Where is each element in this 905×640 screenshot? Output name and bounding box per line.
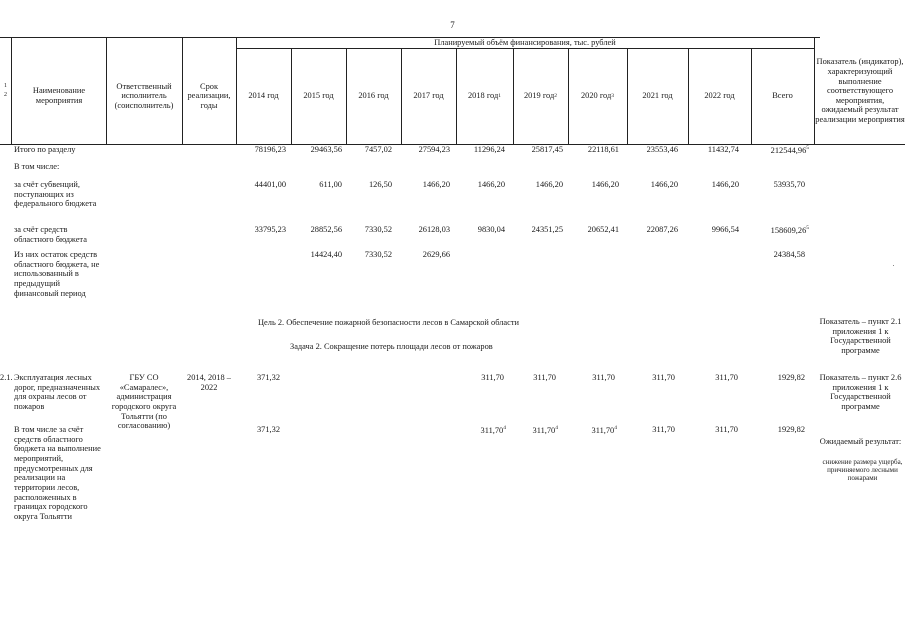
header-year (568, 48, 627, 144)
header-year: 2014 год (248, 91, 279, 101)
header-year (456, 48, 513, 144)
value-cell: 44401,00 (254, 180, 286, 189)
value-cell: 371,32 (256, 425, 280, 434)
value-cell (568, 425, 617, 435)
total-value: 212544,96 (770, 145, 807, 155)
col-divider (11, 37, 12, 144)
value-cell: 311,70 (715, 425, 738, 434)
measure-responsible: ГБУ СО «Самаралес», администрация городского округа Тольятти (по согласованию) (111, 373, 177, 431)
header-year: 2016 год (358, 91, 389, 101)
cell-value: 311,70 (532, 425, 556, 435)
year-label: 2020 год (580, 91, 612, 101)
header-term: Срок реализации, годы (187, 81, 231, 110)
measure-label: Эксплуатация лесных дорог, предназначенных для охраны лесов от пожаров (14, 373, 101, 411)
value-cell: 23553,46 (646, 145, 678, 154)
year-label: 2019 год (523, 91, 555, 101)
value-cell: 7330,52 (364, 225, 392, 234)
value-cell: 29463,56 (310, 145, 342, 154)
header-indicator: Показатель (индикатор), характеризующий выполнение соответствующего мероприятия, ожидаемый результат реализации мероприятия (815, 57, 905, 125)
footnote-mark: 3 (611, 92, 615, 99)
header-total: Всего (772, 91, 793, 101)
value-cell: 311,70 (715, 373, 738, 382)
scan-dot (893, 265, 894, 266)
value-cell: 1466,20 (591, 180, 619, 189)
value-cell: 311,70 (533, 373, 556, 382)
row-label: за счёт средств областного бюджета (14, 225, 87, 244)
row-label: Итого по разделу (14, 145, 76, 154)
cell-value: 311,70 (591, 425, 615, 435)
total-cell (751, 145, 809, 155)
footnote-mark: 4 (503, 425, 506, 431)
value-cell (456, 425, 506, 435)
goal-heading: Цель 2. Обеспечение пожарной безопасности лесов в Самарской области (258, 318, 520, 327)
header-responsible: Ответственный исполнитель (соисполнитель) (114, 81, 174, 110)
footnote-mark: 2 (554, 92, 558, 99)
value-cell: 311,70 (652, 425, 675, 434)
value-cell: 1466,20 (650, 180, 678, 189)
value-cell: 9966,54 (711, 225, 739, 234)
expected-result-text: снижение размера ущерба, причиняемого лесными пожарами (822, 458, 903, 483)
sub-measure-label: В том числе за счёт средств областного бюджета на выполнение мероприятий, предусмотренных для реализации на территории лесов, расположенных в границах городского округа Тольятти (14, 425, 101, 521)
value-cell: 7330,52 (364, 250, 392, 259)
value-cell: 311,70 (592, 373, 615, 382)
header-year (513, 48, 568, 144)
footnote-mark: 1 (498, 92, 502, 99)
row-label: Из них остаток средств областного бюджета, не использованный в предыдущий финансовый период (14, 250, 100, 298)
value-cell: 26128,03 (418, 225, 450, 234)
header-financing-title: Планируемый объём финансирования, тыс. рублей (434, 38, 616, 48)
task-heading: Задача 2. Сокращение потерь площади лесов от пожаров (290, 342, 493, 351)
value-cell: 28852,56 (310, 225, 342, 234)
value-cell: 611,00 (319, 180, 342, 189)
header-year: 2022 год (704, 91, 735, 101)
value-cell: 24351,25 (531, 225, 563, 234)
footnote-mark: 4 (614, 425, 617, 431)
value-cell: 311,70 (652, 373, 675, 382)
value-cell: 311,70 (481, 373, 504, 382)
value-cell: 371,32 (256, 373, 280, 382)
footnote-mark: 5 (806, 145, 809, 151)
measure-indicator: Показатель – пункт 2.6 приложения 1 к Государственной программе (819, 373, 902, 411)
value-cell: 1466,20 (711, 180, 739, 189)
value-cell: 1466,20 (477, 180, 505, 189)
value-cell: 78196,23 (254, 145, 286, 154)
total-cell: 1929,82 (777, 373, 805, 382)
value-cell: 33795,23 (254, 225, 286, 234)
value-cell: 9830,04 (477, 225, 505, 234)
total-value: 158609,26 (770, 225, 807, 235)
value-cell (513, 425, 558, 435)
header-name: Наименование мероприятия (32, 86, 86, 105)
total-cell: 1929,82 (777, 425, 805, 434)
value-cell: 1466,20 (535, 180, 563, 189)
row-label: В том числе: (14, 162, 60, 171)
measure-term: 2014, 2018 – 2022 (187, 373, 231, 392)
value-cell: 2629,66 (422, 250, 450, 259)
header-year: 2017 год (413, 91, 444, 101)
year-label: 2018 год (467, 91, 499, 101)
total-cell: 24384,58 (773, 250, 805, 259)
value-cell: 11296,24 (473, 145, 505, 154)
value-cell: 11432,74 (707, 145, 739, 154)
total-cell: 53935,70 (773, 180, 805, 189)
value-cell: 14424,40 (310, 250, 342, 259)
footnote-mark: 5 (806, 225, 809, 231)
value-cell: 27594,23 (418, 145, 450, 154)
header-num-digit: 1 (4, 83, 7, 90)
cell-value: 311,70 (480, 425, 504, 435)
header-year: 2015 год (303, 91, 334, 101)
measure-number: 2.1. (0, 373, 13, 382)
row-label: за счёт субвенций, поступающих из федерального бюджета (14, 180, 97, 209)
value-cell: 22118,61 (587, 145, 619, 154)
total-cell (751, 225, 809, 235)
expected-result-title: Ожидаемый результат: (819, 437, 902, 446)
header-year: 2021 год (642, 91, 673, 101)
value-cell: 25817,45 (531, 145, 563, 154)
value-cell: 7457,02 (364, 145, 392, 154)
goal-indicator: Показатель – пункт 2.1 приложения 1 к Государственной программе (819, 317, 902, 355)
value-cell: 22087,26 (646, 225, 678, 234)
value-cell: 1466,20 (422, 180, 450, 189)
header-num-digit: 2 (4, 92, 7, 99)
footnote-mark: 4 (555, 425, 558, 431)
value-cell: 126,50 (368, 180, 392, 189)
value-cell: 20652,41 (587, 225, 619, 234)
page-number: 7 (450, 20, 455, 30)
